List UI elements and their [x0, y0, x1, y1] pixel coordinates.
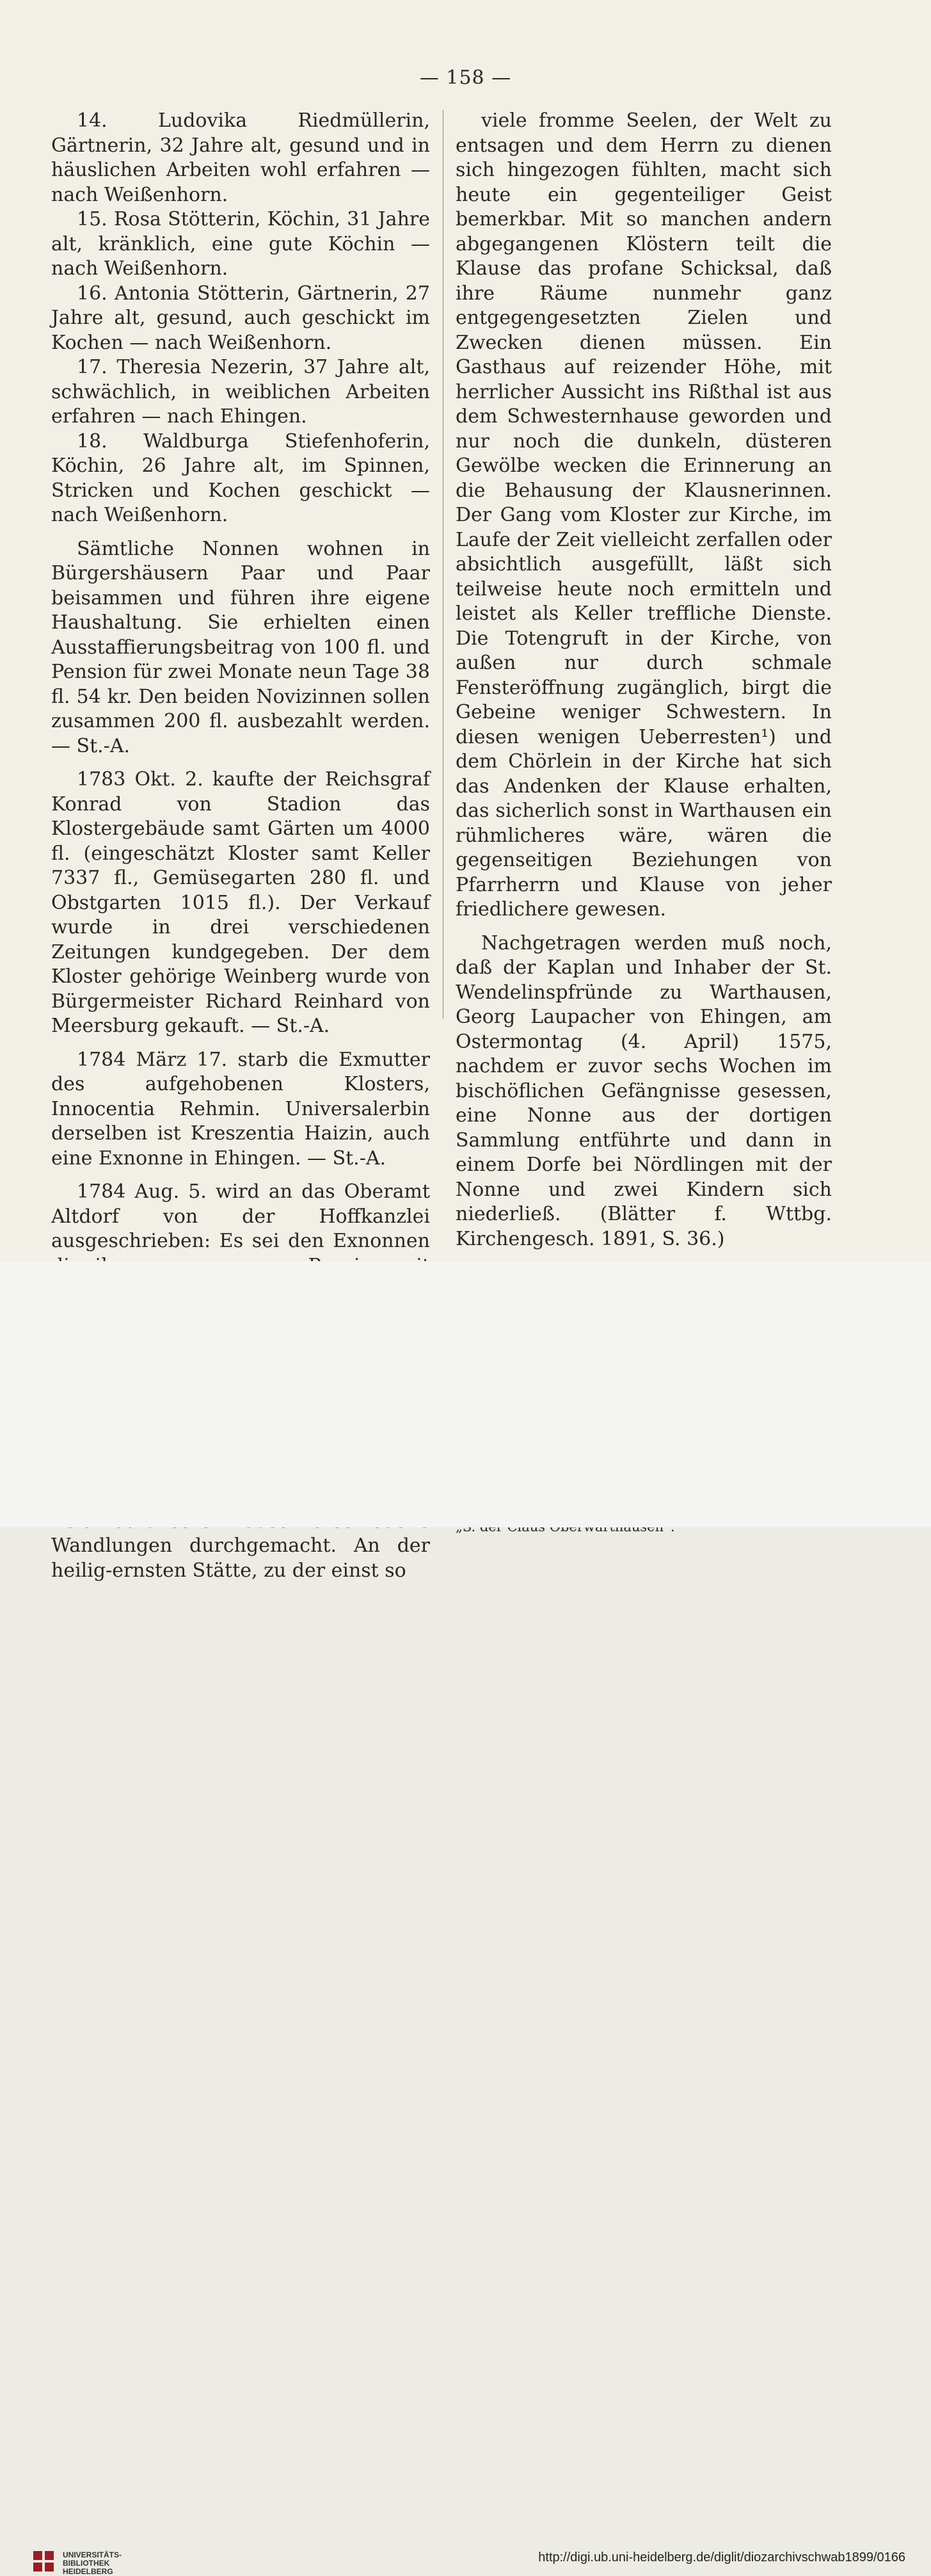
- paragraph: 14. Ludovika Riedmüllerin, Gärtnerin, 32 Jahre alt, gesund und in häuslichen Arbeiten wohl erfahren — nach Weißenhorn.: [51, 109, 430, 206]
- paragraph: 16. Antonia Stötterin, Gärtnerin, 27 Jahre alt, gesund, auch geschickt im Kochen — nach Weißenhorn.: [51, 282, 430, 354]
- paragraph: 17. Theresia Nezerin, 37 Jahre alt, schwächlich, in weiblichen Arbeiten erfahren — nach Ehingen.: [51, 356, 430, 428]
- paragraph: 15. Rosa Stötterin, Köchin, 31 Jahre alt, kränklich, eine gute Köchin — nach Weißenhorn.: [51, 208, 430, 280]
- paragraph: Wandlungen durchgemacht. An der heilig-ernsten Stätte, zu der einst so: [51, 1534, 430, 1582]
- source-url: http://digi.ub.uni-heidelberg.de/diglit/diozarchivschwab1899/0166: [538, 2550, 905, 2564]
- paragraph: Sämtliche Nonnen wohnen in Bürgershäusern Paar und Paar beisammen und führen ihre eigene Haushaltung. Sie erhielten einen Ausstaffierungsbeitrag von 100 fl. und Pension für zwei Monate neun Tage 38 fl. 54 kr. Den beiden Novizinnen sollen zusammen 200 fl. ausbezahlt werden. — St.-A.: [51, 537, 430, 757]
- paragraph: 1783 Okt. 2. kaufte der Reichsgraf Konrad von Stadion das Klostergebäude samt Gärten um 4000 fl. (eingeschätzt Kloster samt Keller 7337 fl., Gemüsegarten 280 fl. und Obstgarten 1015 fl.). Der Verkauf wurde in drei verschiedenen Zeitungen kundgegeben. Der dem Kloster gehörige Weinberg wurde von Bürgermeister Richard Reinhard von Meersburg gekauft. — St.-A.: [51, 768, 430, 1037]
- logo-line: HEIDELBERG: [63, 2567, 113, 2576]
- paragraph: 18. Waldburga Stiefenhoferin, Köchin, 26 Jahre alt, im Spinnen, Stricken und Kochen geschickt — nach Weißenhorn.: [51, 430, 430, 526]
- page-number: — 158 —: [419, 67, 512, 89]
- library-logo-text: [63, 2551, 122, 2576]
- logo-line: UNIVERSITÄTS-: [63, 2550, 122, 2559]
- university-library-logo-icon: [32, 2550, 55, 2573]
- paragraph: viele fromme Seelen, der Welt zu entsagen und dem Herrn zu dienen sich hingezogen fühlten, macht sich heute ein gegenteiliger Geist bemerkbar. Mit so manchen andern abgegangenen Klöstern teilt die Klause das profane Schicksal, daß ihre Räume nunmehr ganz entgegengesetzten Zielen und Zwecken dienen müssen. Ein Gasthaus auf reizender Höhe, mit herrlicher Aussicht ins Rißthal ist aus dem Schwesternhause geworden und nur noch die dunkeln, düsteren Gewölbe wecken die Erinnerung an die Behausung der Klausnerinnen. Der Gang vom Kloster zur Kirche, im Laufe der Zeit vielleicht zerfallen oder absichtlich ausgefüllt, läßt sich teilweise heute noch ermitteln und leistet als Keller treffliche Dienste. Die Totengruft in der Kirche, von außen nur durch schmale Fensteröffnung zugänglich, birgt die Gebeine weniger Schwestern. In diesen wenigen Ueberresten¹) und dem Chörlein in der Kirche hat sich das Andenken der Klause erhalten, das sicherlich sonst in Warthausen ein rühmlicheres wäre, wären die gegenseitigen Beziehungen von Pfarrherrn und Klause von jeher friedlichere gewesen.: [456, 109, 832, 921]
- paragraph: 1784 Aug. 5. wird an das Oberamt Altdorf von der Hoffkanzlei ausgeschrieben: Es sei den Exnonnen: [51, 1180, 430, 1252]
- paragraph: Nachgetragen werden muß noch, daß der Kaplan und Inhaber der St. Wendelinspfründe zu Warthausen, Georg Laupacher von Ehingen, am Ostermontag (4. April) 1575, nachdem er zuvor sechs Wochen im bischöflichen Gefängnisse gesessen, eine Nonne aus der dortigen Sammlung entführte und dann in einem Dorfe bei Nördlingen mit der Nonne und zwei Kindern sich niederließ. (Blätter f. Wttbg. Kirchengesch. 1891, S. 36.): [456, 931, 832, 1250]
- paragraph: 1784 März 17. starb die Exmutter des aufgehobenen Klosters, Innocentia Rehmin. Universalerbin derselben ist Kreszentia Haizin, auch eine Exnonne in Ehingen. — St.-A.: [51, 1048, 430, 1170]
- logo-line: BIBLIOTHEK: [63, 2559, 110, 2568]
